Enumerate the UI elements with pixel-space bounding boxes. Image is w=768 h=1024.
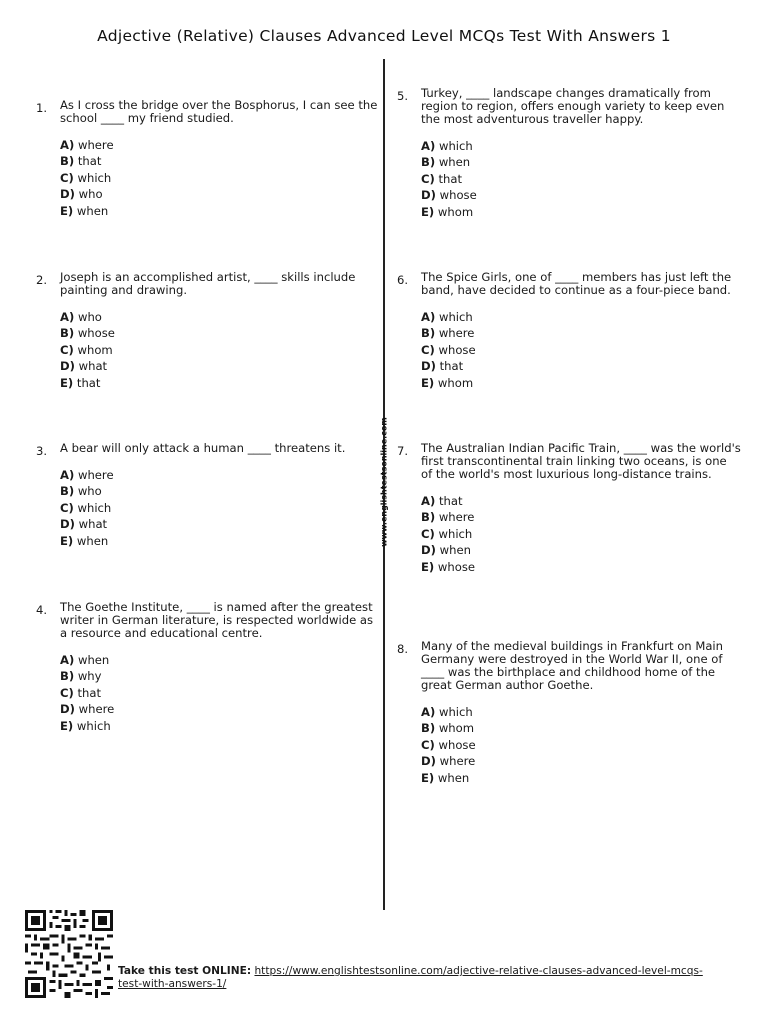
option-e[interactable]: E) whom	[421, 204, 474, 219]
options-list	[421, 493, 741, 575]
option-d[interactable]: D) when	[421, 543, 471, 558]
question-stem: Turkey, ____ landscape changes dramatically from region to region, offers enough variety to keep even the most adventurous traveller happy.	[421, 86, 725, 126]
options-list	[421, 138, 741, 220]
option-a[interactable]: A) who	[60, 310, 102, 324]
option-d[interactable]: D) what	[60, 517, 108, 532]
question-number: 2.	[36, 273, 48, 287]
option-c[interactable]: C) whom	[60, 342, 113, 357]
option-b[interactable]: B) whom	[421, 721, 475, 736]
option-d[interactable]: D) whose	[421, 188, 477, 203]
option-b[interactable]: B) when	[421, 155, 471, 170]
option-c[interactable]: C) that	[421, 171, 463, 186]
question-number: 3.	[36, 444, 48, 458]
question-stem: A bear will only attack a human ____ threatens it.	[60, 441, 346, 455]
option-b[interactable]: B) that	[60, 154, 102, 169]
option-e[interactable]: E) which	[60, 718, 111, 733]
page-title: Adjective (Relative) Clauses Advanced Level MCQs Test With Answers 1	[97, 27, 671, 45]
question-number: 8.	[397, 642, 409, 656]
question-3	[36, 441, 380, 549]
option-c[interactable]: C) which	[60, 500, 112, 515]
option-c[interactable]: C) whose	[421, 737, 476, 752]
question-1	[36, 98, 380, 219]
option-a[interactable]: A) when	[60, 653, 110, 667]
options-list	[421, 704, 741, 786]
option-c[interactable]: C) that	[60, 685, 102, 700]
option-d[interactable]: D) who	[60, 187, 103, 202]
option-a[interactable]: A) which	[421, 139, 473, 153]
question-7	[397, 441, 741, 575]
option-a[interactable]: A) that	[421, 494, 463, 508]
option-e[interactable]: E) that	[60, 375, 101, 390]
option-b[interactable]: B) why	[60, 669, 102, 684]
option-a[interactable]: A) where	[60, 138, 114, 152]
option-d[interactable]: D) where	[60, 702, 115, 717]
option-d[interactable]: D) what	[60, 359, 108, 374]
question-stem: Many of the medieval buildings in Frankfurt on Main Germany were destroyed in the World War II, one of ____ was the birthplace and childhood home of the great German author Goethe.	[421, 639, 723, 692]
option-e[interactable]: E) when	[60, 203, 109, 218]
question-8	[397, 639, 741, 786]
question-number: 5.	[397, 89, 409, 103]
option-c[interactable]: C) which	[60, 170, 112, 185]
option-c[interactable]: C) which	[421, 526, 473, 541]
option-e[interactable]: E) when	[60, 533, 109, 548]
option-b[interactable]: B) where	[421, 326, 475, 341]
option-c[interactable]: C) whose	[421, 342, 476, 357]
footer-label: Take this test ONLINE:	[118, 965, 252, 977]
options-list	[60, 467, 380, 549]
option-a[interactable]: A) which	[421, 310, 473, 324]
option-b[interactable]: B) whose	[60, 326, 115, 341]
question-number: 6.	[397, 273, 409, 287]
option-b[interactable]: B) where	[421, 510, 475, 525]
question-stem: The Goethe Institute, ____ is named after the greatest writer in German literature, is respected worldwide as a resource and educational centre.	[60, 600, 374, 640]
options-list	[60, 652, 380, 734]
option-d[interactable]: D) where	[421, 754, 476, 769]
option-e[interactable]: E) whose	[421, 559, 476, 574]
question-4	[36, 600, 380, 734]
options-list	[60, 137, 380, 219]
question-number: 1.	[36, 101, 48, 115]
options-list	[60, 309, 380, 391]
question-stem: The Australian Indian Pacific Train, ____ was the world's first transcontinental train linking two oceans, is one of the world's most luxurious long-distance trains.	[421, 441, 741, 481]
option-a[interactable]: A) which	[421, 705, 473, 719]
question-6	[397, 270, 741, 391]
option-d[interactable]: D) that	[421, 359, 464, 374]
question-2	[36, 270, 380, 391]
qr-code-icon[interactable]	[24, 910, 114, 998]
question-stem: As I cross the bridge over the Bosphorus, I can see the school ____ my friend studied.	[60, 98, 378, 125]
option-e[interactable]: E) whom	[421, 375, 474, 390]
test-online-link[interactable]: https://www.englishtestsonline.com/adjective-relative-clauses-advanced-level-mcqs-test-with-answers-1/	[118, 965, 703, 990]
question-5	[397, 86, 741, 220]
option-b[interactable]: B) who	[60, 484, 102, 499]
side-watermark-url: www.englishtestsonline.com	[379, 417, 389, 547]
footer	[118, 965, 718, 990]
question-stem: Joseph is an accomplished artist, ____ skills include painting and drawing.	[60, 270, 356, 297]
options-list	[421, 309, 741, 391]
question-number: 4.	[36, 603, 48, 617]
question-number: 7.	[397, 444, 409, 458]
option-a[interactable]: A) where	[60, 468, 114, 482]
question-stem: The Spice Girls, one of ____ members has just left the band, have decided to continue as a four-piece band.	[421, 270, 732, 297]
option-e[interactable]: E) when	[421, 770, 470, 785]
